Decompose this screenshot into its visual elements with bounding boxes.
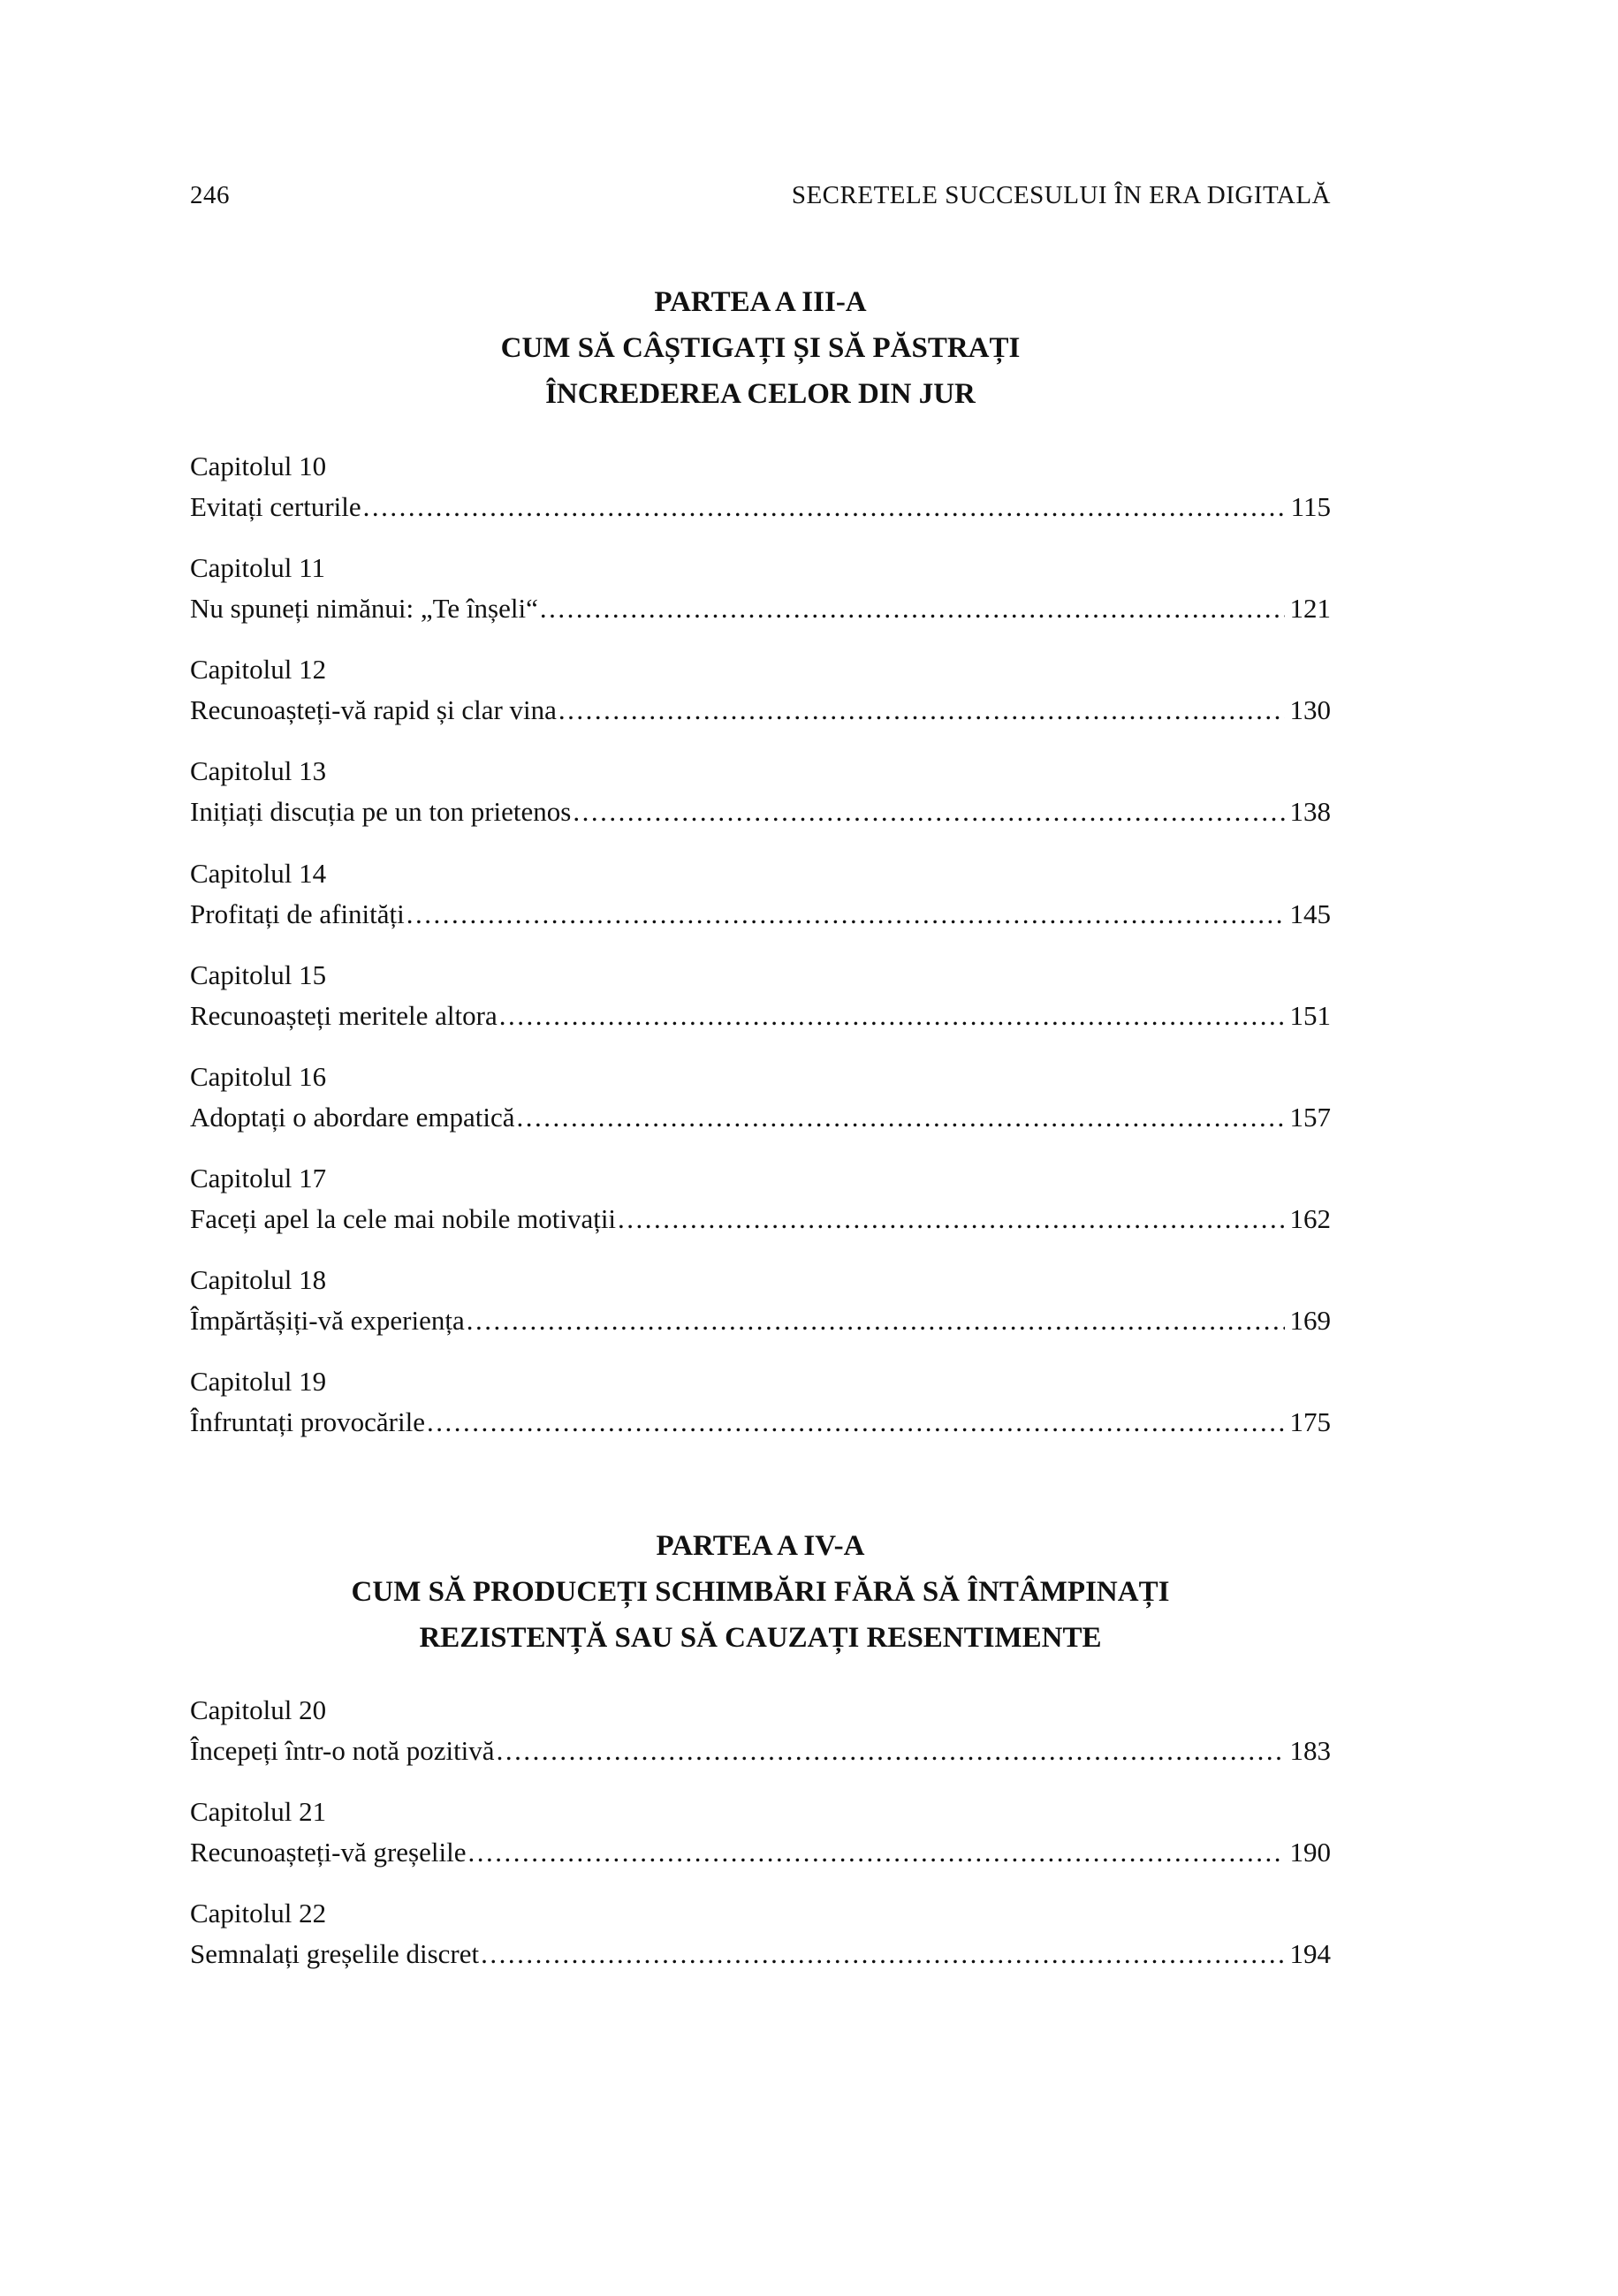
dot-leader	[517, 1098, 1285, 1137]
dot-leader	[497, 1731, 1285, 1770]
dot-leader	[427, 1403, 1285, 1442]
chapter-label: Capitolul 20	[190, 1694, 327, 1726]
chapter-label: Capitolul 18	[190, 1263, 327, 1295]
toc-entry	[190, 1691, 1331, 1770]
chapter-page-number: 138	[1289, 796, 1331, 828]
toc-entry-line	[190, 1301, 1331, 1340]
dot-leader	[618, 1200, 1284, 1239]
chapter-title: Recunoașteți-vă rapid și clar vina	[190, 694, 557, 726]
dot-leader	[573, 792, 1284, 831]
chapter-title: Semnalați greșelile discret	[190, 1938, 480, 1970]
chapter-label: Capitolul 13	[190, 755, 327, 787]
chapter-page-number: 194	[1289, 1938, 1331, 1970]
toc-entry	[190, 650, 1331, 730]
toc-entry-line	[190, 895, 1331, 934]
part-title-line: REZISTENȚĂ SAU SĂ CAUZAȚI RESENTIMENTE	[419, 1621, 1102, 1654]
chapter-page-number: 183	[1289, 1735, 1331, 1767]
toc-part	[190, 1523, 1331, 1974]
chapter-title: Evitați certurile	[190, 491, 361, 523]
chapter-page-number: 151	[1289, 999, 1331, 1031]
toc-part	[190, 279, 1331, 1442]
chapter-page-number: 121	[1289, 593, 1331, 625]
toc-entry-line	[190, 488, 1331, 527]
chapter-label: Capitolul 22	[190, 1898, 327, 1929]
table-of-contents	[190, 279, 1331, 1974]
chapter-label: Capitolul 10	[190, 451, 327, 482]
toc-entry	[190, 752, 1331, 831]
chapter-page-number: 169	[1289, 1304, 1331, 1336]
dot-leader	[558, 691, 1285, 730]
chapter-title: Adoptați o abordare empatică	[190, 1101, 515, 1133]
dot-leader	[481, 1935, 1284, 1974]
chapter-label: Capitolul 16	[190, 1060, 327, 1092]
chapter-page-number: 145	[1289, 898, 1331, 929]
part-title-line: CUM SĂ CÂȘTIGAȚI ȘI SĂ PĂSTRAȚI	[500, 332, 1021, 365]
toc-entry	[190, 1057, 1331, 1137]
toc-entry-line	[190, 691, 1331, 730]
dot-leader	[363, 488, 1286, 527]
toc-entry-line	[190, 996, 1331, 1035]
toc-entry	[190, 1159, 1331, 1239]
toc-entry	[190, 1894, 1331, 1974]
chapter-title: Faceți apel la cele mai nobile motivații	[190, 1202, 617, 1234]
part-title-line: CUM SĂ PRODUCEȚI SCHIMBĂRI FĂRĂ SĂ ÎNTÂMPINAȚI	[351, 1575, 1170, 1608]
dot-leader	[499, 996, 1285, 1035]
running-head	[190, 181, 1331, 210]
chapter-page-number: 175	[1289, 1406, 1331, 1437]
toc-entry-line	[190, 1935, 1331, 1974]
part-heading	[190, 279, 1331, 417]
toc-entry-line	[190, 1403, 1331, 1442]
chapter-label: Capitolul 19	[190, 1365, 327, 1397]
toc-entry-line	[190, 1833, 1331, 1872]
part-label: PARTEA A IV-A	[656, 1529, 865, 1562]
toc-entry-line	[190, 1731, 1331, 1770]
chapter-page-number: 190	[1289, 1837, 1331, 1868]
dot-leader	[406, 895, 1285, 934]
chapter-page-number: 130	[1289, 694, 1331, 726]
chapter-label: Capitolul 11	[190, 552, 325, 584]
part-title-line: ÎNCREDEREA CELOR DIN JUR	[545, 378, 976, 411]
toc-entry	[190, 1261, 1331, 1340]
toc-entry	[190, 549, 1331, 628]
chapter-label: Capitolul 12	[190, 654, 327, 686]
chapter-label: Capitolul 14	[190, 857, 327, 889]
toc-entry-line	[190, 1200, 1331, 1239]
chapter-title: Recunoașteți meritele altora	[190, 999, 498, 1031]
chapter-title: Înfruntați provocările	[190, 1406, 425, 1437]
toc-entries	[190, 1691, 1331, 1974]
chapter-title: Profitați de afinități	[190, 898, 405, 929]
toc-entry	[190, 854, 1331, 934]
dot-leader	[467, 1301, 1285, 1340]
chapter-label: Capitolul 15	[190, 959, 327, 990]
chapter-title: Începeți într-o notă pozitivă	[190, 1735, 495, 1767]
running-title: SECRETELE SUCCESULUI ÎN ERA DIGITALĂ	[791, 181, 1331, 209]
toc-entry-line	[190, 792, 1331, 831]
toc-entry	[190, 447, 1331, 527]
chapter-page-number: 157	[1289, 1101, 1331, 1133]
toc-entry-line	[190, 589, 1331, 628]
part-heading	[190, 1523, 1331, 1661]
chapter-label: Capitolul 17	[190, 1162, 327, 1193]
toc-entry	[190, 1362, 1331, 1442]
chapter-label: Capitolul 21	[190, 1796, 327, 1828]
page-number: 246	[190, 181, 230, 209]
toc-entries	[190, 447, 1331, 1441]
chapter-title: Inițiați discuția pe un ton prietenos	[190, 796, 572, 828]
toc-entry-line	[190, 1098, 1331, 1137]
chapter-page-number: 162	[1289, 1202, 1331, 1234]
chapter-page-number: 115	[1290, 491, 1331, 523]
part-label: PARTEA A III-A	[654, 286, 867, 318]
dot-leader	[540, 589, 1285, 628]
dot-leader	[467, 1833, 1284, 1872]
chapter-title: Împărtășiți-vă experiența	[190, 1304, 465, 1336]
toc-entry	[190, 1792, 1331, 1872]
chapter-title: Nu spuneți nimănui: „Te înșeli“	[190, 593, 538, 625]
chapter-title: Recunoașteți-vă greșelile	[190, 1837, 467, 1868]
toc-entry	[190, 956, 1331, 1035]
